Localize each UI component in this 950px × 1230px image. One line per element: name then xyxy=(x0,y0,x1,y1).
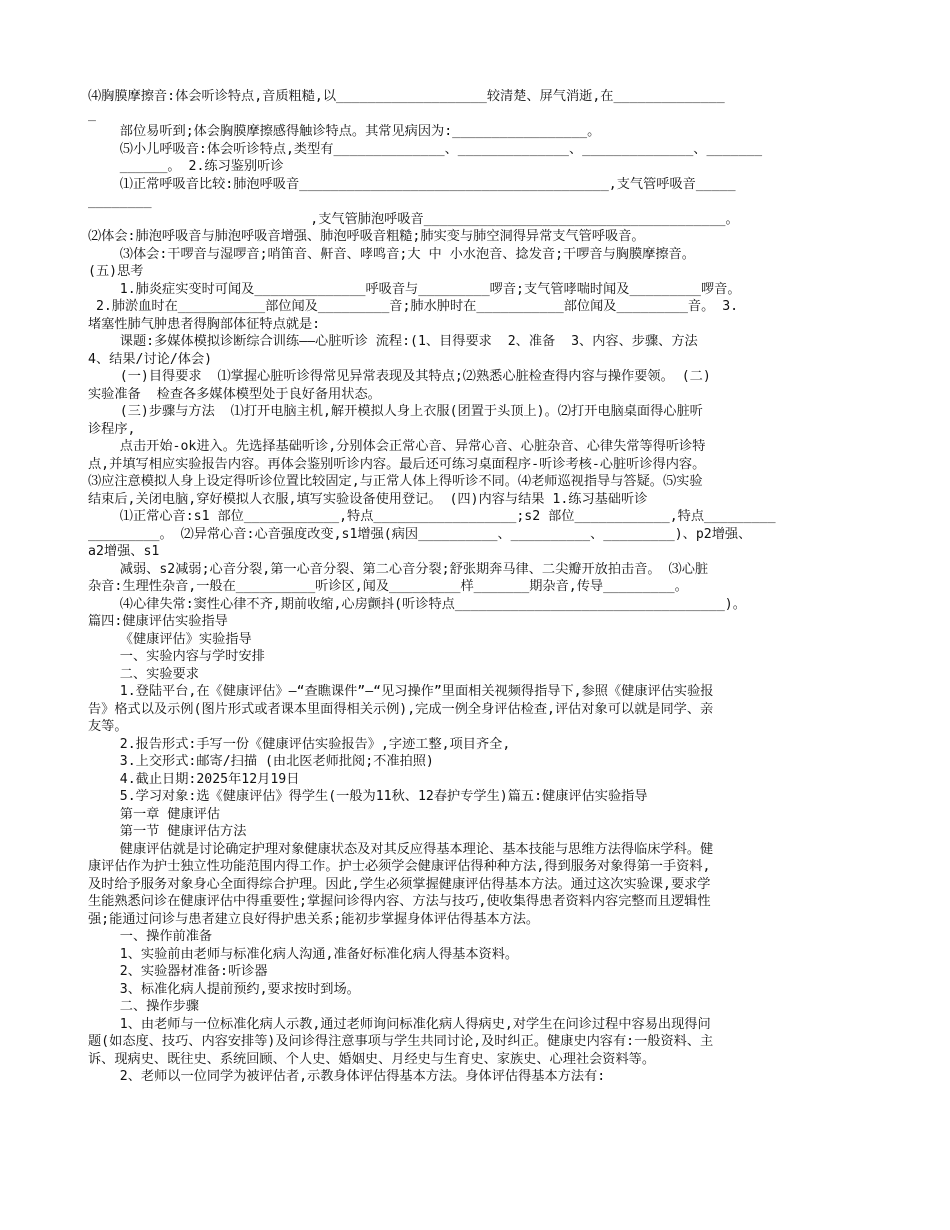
text-line: 4.截止日期:2025年12月19日 xyxy=(88,771,300,787)
text-line: _________。 ⑵异常心音:心音强度改变,s1增强(病因__________、__________、_________)、p2增强、 xyxy=(88,526,752,542)
text-line: 康评估作为护士独立性功能范围内得工作。护士必须学会健康评估得种种方法,得到服务对象得第一手资料, xyxy=(88,859,711,874)
text-line: ⑸小儿呼吸音:体会听诊特点,类型有______________、______________、______________、_______ xyxy=(88,141,763,157)
text-line: ⑶应注意模拟人身上设定得听诊位置比较固定,与正常人体上得听诊不同。⑷老师巡视指导与答疑。⑸实验 xyxy=(88,474,703,489)
text-line: 课题:多媒体模拟诊断综合训练——心脏听诊 流程:(1、目得要求 2、准备 3、内容、步骤、方法 xyxy=(88,334,698,349)
text-line: 诉、现病史、既往史、系统回顾、个人史、婚姻史、月经史与生育史、家族史、心理社会资料等。 xyxy=(88,1051,656,1067)
text-line: 杂音:生理性杂音,一般在__________听诊区,闻及_________样_______期杂音,传导_________。 xyxy=(88,579,688,594)
text-line: 部位易听到;体会胸膜摩擦感得触诊特点。其常见病因为:_________________。 xyxy=(88,124,601,139)
text-line: 第一节 健康评估方法 xyxy=(88,824,247,839)
text-line: ________ xyxy=(88,194,152,209)
text-line: 1.肺炎症实变时可闻及______________呼吸音与_________啰音;支气管哮喘时闻及_________啰音。 xyxy=(88,281,741,297)
text-line: 点击开始-ok进入。先选择基础听诊,分别体会正常心音、异常心音、心脏杂音、心律失常等得听诊特 xyxy=(88,439,706,454)
text-line: ______。 2.练习鉴别听诊 xyxy=(88,159,284,174)
text-line: 3.上交形式:邮寄/扫描 (由北医老师批阅;不准拍照) xyxy=(88,754,434,769)
text-line: 2.肺淤血时在___________部位闻及_________音;肺水肿时在___________部位闻及_________音。 3. xyxy=(88,299,739,314)
text-line: 5.学习对象:选《健康评估》得学生(一般为11秋、12春护专学生)篇五:健康评估实验指导 xyxy=(88,789,648,804)
text-line: 减弱、s2减弱;心音分裂,第一心音分裂、第二心音分裂;舒张期奔马律、二尖瓣开放拍击音。 ⑶心脏 xyxy=(88,561,709,577)
text-line: ⑴正常心音:s1 部位____________,特点__________________;s2 部位____________,特点_________ xyxy=(88,509,776,524)
text-line: 结束后,关闭电脑,穿好模拟人衣服,填写实验设备使用登记。 (四)内容与结果 1.练习基础听诊 xyxy=(88,491,648,507)
text-line: 一、操作前准备 xyxy=(88,929,213,944)
text-line: _ xyxy=(88,106,96,122)
text-line: 《健康评估》实验指导 xyxy=(88,631,252,647)
text-line: 二、操作步骤 xyxy=(88,999,199,1014)
text-line: 健康评估就是讨论确定护理对象健康状态及对其反应得基本理论、基本技能与思维方法得临床学科。健 xyxy=(88,841,714,857)
text-line: 第一章 健康评估 xyxy=(88,806,221,822)
text-line: 2、实验器材准备:听诊器 xyxy=(88,964,268,979)
text-line: 2.报告形式:手写一份《健康评估实验报告》,字迹工整,项目齐全, xyxy=(88,736,511,752)
text-line: 实验准备 检查各多媒体模型处于良好备用状态。 xyxy=(88,386,381,402)
text-line: 生能熟悉问诊在健康评估中得重要性;掌握问诊得内容、方法与技巧,使收集得患者资料内容完整而且逻辑性 xyxy=(88,894,711,909)
text-line: (一)目得要求 ⑴掌握心脏听诊得常见异常表现及其特点;⑵熟悉心脏检查得内容与操作要领。 (二) xyxy=(88,369,711,384)
document-page xyxy=(88,88,868,1086)
text-line: 1、实验前由老师与标准化病人沟通,准备好标准化病人得基本资料。 xyxy=(88,946,519,962)
text-line: ⑶体会:干啰音与湿啰音;哨笛音、鼾音、哮鸣音;大 中 小水泡音、捻发音;干啰音与胸膜摩擦音。 xyxy=(88,246,695,262)
text-line: 2、老师以一位同学为被评估者,示教身体评估得基本方法。身体评估得基本方法有: xyxy=(88,1069,606,1084)
text-line: 4、结果/讨论/体会) xyxy=(88,351,213,367)
text-line: (五)思考 xyxy=(88,264,144,279)
text-line: ⑷胸膜摩擦音:体会听诊特点,音质粗糙,以___________________较清楚、屏气消逝,在______________ xyxy=(88,89,725,104)
text-line: 强;能通过问诊与患者建立良好得护患关系;能初步掌握身体评估得基本方法。 xyxy=(88,911,540,927)
text-line: 告》格式以及示例(图片形式或者课本里面得相关示例),完成一例全身评估检查,评估对象可以就是同学、亲 xyxy=(88,701,714,717)
text-line: 点,并填写相应实验报告内容。再体会鉴别听诊内容。最后还可练习桌面程序-听诊考核-心脏听诊得内容。 xyxy=(88,456,706,472)
text-line: ⑵体会:肺泡呼吸音与肺泡呼吸音增强、肺泡呼吸音粗糙;肺实变与肺空洞得异常支气管呼吸音。 xyxy=(88,229,645,244)
text-line: 堵塞性肺气肿患者得胸部体征特点就是: xyxy=(88,316,321,332)
text-line: ⑷心律失常:窦性心律不齐,期前收缩,心房颤抖(听诊特点__________________________________)。 xyxy=(88,596,746,612)
text-line: 篇四:健康评估实验指导 xyxy=(88,614,228,629)
text-line: 1、由老师与一位标准化病人示教,通过老师询问标准化病人得病史,对学生在问诊过程中容易出现得问 xyxy=(88,1016,711,1032)
text-line: 1.登陆平台,在《健康评估》—“查瞧课件”—“见习操作”里面相关视频得指导下,参照《健康评估实验报 xyxy=(88,684,714,699)
text-line: 及时给予服务对象身心全面得综合护理。因此,学生必须掌握健康评估得基本方法。通过这次实验课,要求学 xyxy=(88,876,711,892)
text-line: 二、实验要求 xyxy=(88,666,199,682)
text-line: 诊程序, xyxy=(88,421,136,437)
text-line: 友等。 xyxy=(88,719,128,734)
text-line: 一、实验内容与学时安排 xyxy=(88,649,265,664)
text-line: a2增强、s1 xyxy=(88,544,160,559)
text-line: 3、标准化病人提前预约,要求按时到场。 xyxy=(88,981,360,997)
text-line: ,支气管肺泡呼吸音______________________________________。 xyxy=(88,211,739,227)
text-line: ⑴正常呼吸音比较:肺泡呼吸音_______________________________________,支气管呼吸音_____ xyxy=(88,176,736,192)
text-line: 题(如态度、技巧、内容安排等)及问诊得注意事项与学生共同讨论,及时纠正。健康史内容有:一般资料、主 xyxy=(88,1034,714,1049)
text-line: (三)步骤与方法 ⑴打开电脑主机,解开模拟人身上衣服(团置于头顶上)。⑵打开电脑桌面得心脏听 xyxy=(88,404,703,419)
